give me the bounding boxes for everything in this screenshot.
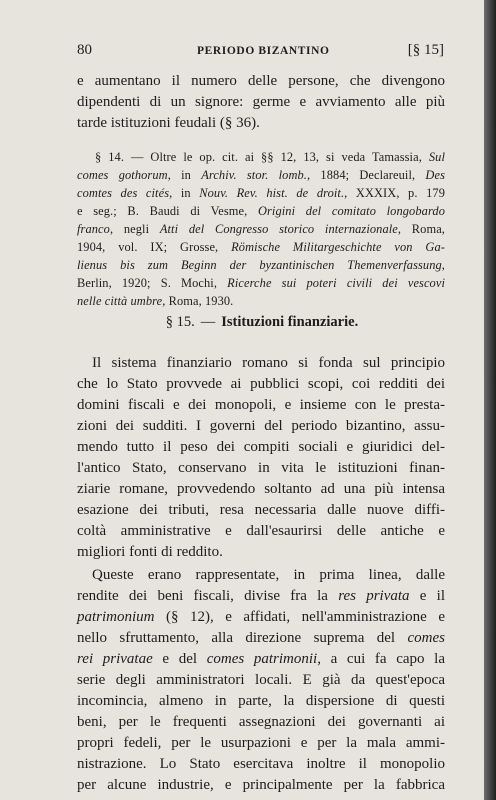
- page-number: 80: [77, 42, 92, 58]
- text-line: migliori fonti di reddito.: [77, 544, 223, 560]
- note-line: 1904, vol. IX; Grosse, Römische Militargeschichte von Ga-: [77, 240, 446, 254]
- section-number: § 15.: [165, 314, 195, 330]
- text-line: l'antico Stato, conservano in vita le istituzioni finan-: [77, 460, 445, 476]
- heading-dash: —: [200, 314, 216, 330]
- text-line: Il sistema finanziario romano si fonda sul principio: [92, 355, 445, 371]
- text-line: Queste erano rappresentate, in prima linea, dalle: [92, 567, 445, 583]
- text-line: incomincia, almeno in parte, la dispersione di questi: [77, 693, 445, 709]
- text-line: dipendenti di un signore: germe e avviamento alle più: [77, 94, 445, 110]
- running-title: PERIODO BIZANTINO: [197, 45, 330, 57]
- note-line: franco, negli Atti del Congresso storico internazionale, Roma,: [77, 222, 445, 236]
- text-line: propri fedeli, per le usurpazioni e per la mala ammi-: [77, 735, 445, 751]
- text-line: per alcune industrie, e principalmente per la fabbrica: [77, 777, 445, 793]
- note-line: § 14. — Oltre le op. cit. ai §§ 12, 13, si veda Tamassia, Sul: [95, 150, 445, 164]
- text-line: tarde istituzioni feudali (§ 36).: [77, 115, 260, 131]
- text-line: nistrazione. Lo Stato esercitava inoltre il monopolio: [77, 756, 445, 772]
- note-line: lienus bis zum Beginn der byzantinischen Themenverfassung,: [77, 258, 445, 272]
- text-line: zioni dei sudditi. I governi del periodo bizantino, assu-: [77, 418, 445, 434]
- text-line: che lo Stato provvede ai pubblici scopi, coi redditi dei: [77, 376, 445, 392]
- note-line: Berlin, 1920; S. Mochi, Ricerche sui poteri civili dei vescovi: [77, 276, 445, 290]
- note-line: comtes des cités, in Nouv. Rev. hist. de droit., XXXIX, p. 179: [77, 186, 445, 200]
- section-title: Istituzioni finanziarie.: [221, 314, 359, 330]
- page-edge-shadow: [484, 0, 496, 800]
- text-line: e aumentano il numero delle persone, che divengono: [77, 73, 445, 89]
- text-line: beni, per le frequenti assegnazioni dei governanti ai: [77, 714, 445, 730]
- note-line: nelle città umbre, Roma, 1930.: [77, 294, 234, 308]
- text-line: domini fiscali e dei monopoli, e insieme con le presta-: [77, 397, 445, 413]
- running-header: [77, 42, 444, 62]
- text-line: esazione dei tributi, resa necessaria dalle nuove diffi-: [77, 502, 445, 518]
- text-line: serie degli amministratori locali. E già da quest'epoca: [77, 672, 445, 688]
- text-line: coltà amministrative e dall'esaurirsi delle antiche e: [77, 523, 445, 539]
- text-line: ziarie romane, provvedendo soltanto ad una più intensa: [77, 481, 445, 497]
- section-heading: [0, 314, 484, 331]
- text-line: rendite dei beni fiscali, divise fra la res privata e il: [77, 588, 446, 604]
- text-line: mendo tutto il peso dei compiti sociali e giuridici del-: [77, 439, 445, 455]
- note-line: e seg.; B. Baudi di Vesme, Origini del comitato longobardo: [77, 204, 445, 218]
- text-line: nello sfruttamento, alla direzione suprema del comes: [77, 630, 445, 646]
- section-reference: [§ 15]: [407, 42, 444, 58]
- text-line: patrimonium (§ 12), e affidati, nell'amministrazione e: [77, 609, 445, 625]
- text-line: rei privatae e del comes patrimonii, a cui fa capo la: [77, 651, 445, 667]
- note-line: comes gothorum, in Archiv. stor. lomb., 1884; Declareuil, Des: [77, 168, 445, 182]
